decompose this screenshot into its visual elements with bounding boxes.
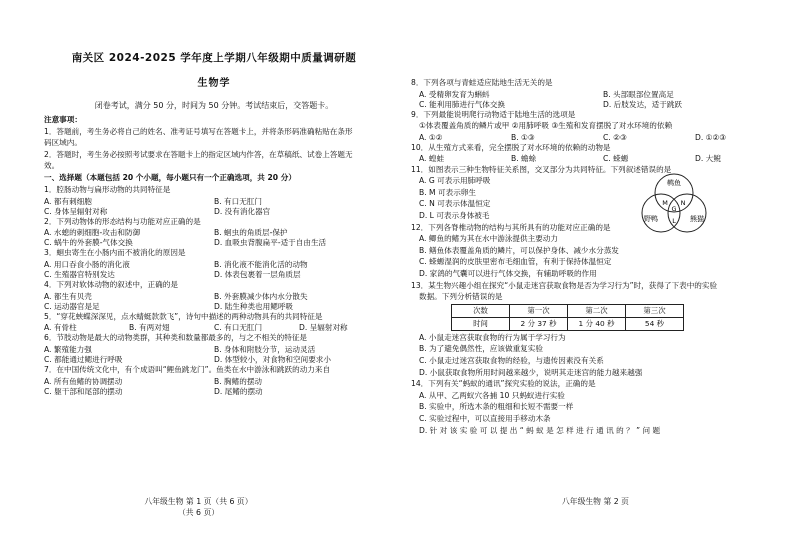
- table-cell: 次数: [452, 305, 510, 318]
- exam-subject: 生物学: [197, 78, 231, 89]
- option-b[interactable]: B. 身体和附肢分节，运动灵活: [214, 344, 316, 354]
- option-b[interactable]: B. 头部眼部位置高足: [603, 89, 674, 99]
- question-stem: 3．蛔虫寄生在小肠内而不被消化的原因是: [44, 248, 186, 258]
- option-a[interactable]: A. 繁殖能力强: [44, 344, 92, 354]
- table-cell: 第三次: [626, 305, 684, 318]
- option-d[interactable]: D. ①②③: [695, 132, 727, 142]
- exam-note: 闭卷考试，满分 50 分，时间为 50 分钟。考试结束后，交答题卡。: [94, 101, 334, 110]
- option-a[interactable]: A. 蝗蛙: [419, 154, 445, 164]
- question-stem: 5．“穿花蛱蝶深深见，点水蜻蜓款款飞”，诗句中描述的两种动物具有的共同特征是: [44, 311, 323, 321]
- option-a[interactable]: A. 所有鱼鳍的协调摆动: [44, 376, 123, 386]
- question-item: [44, 312, 384, 334]
- option-b[interactable]: B. ①③: [511, 132, 535, 142]
- question-item: [411, 164, 787, 225]
- question-stem: 7．在中国传统文化中，有个成语叫“鲤鱼跳龙门”。鱼类在水中游泳和跳跃的动力来自: [44, 364, 331, 374]
- option-c[interactable]: C. ②③: [603, 132, 627, 142]
- question-item: [44, 365, 384, 397]
- option-d[interactable]: D. 家鸽的气囊可以进行气体交换，有辅助呼吸的作用: [419, 268, 597, 278]
- question-stem: 9．下列最能说明爬行动物适于陆地生活的选项是: [411, 109, 576, 119]
- question-stem: 13．某生物兴趣小组在探究“小鼠走迷宫获取食物是否为学习行为”时，获得了下表中的实验: [411, 280, 718, 290]
- option-c[interactable]: C. 有口无肛门: [214, 323, 263, 333]
- question-item: [411, 223, 787, 279]
- option-b[interactable]: B. 外套膜减少体内水分散失: [214, 291, 308, 301]
- question-stem: 4．下列对软体动物的叙述中，正确的是: [44, 279, 178, 289]
- venn-label-l: L: [672, 216, 676, 225]
- notice-2a: 2．答题时，考生务必按照考试要求在答题卡上的指定区域内作答，在草稿纸、试卷上答题无: [44, 149, 353, 159]
- option-c[interactable]: C. 实验过程中，可以直接用手移动木条: [419, 414, 551, 424]
- notice-title: 注意事项：: [44, 115, 82, 124]
- question-stem: 1．腔肠动物与扁形动物的共同特征是: [44, 185, 171, 195]
- option-b[interactable]: B. M 可表示卵生: [419, 187, 476, 197]
- option-a[interactable]: A. 水螅的刺细胞-攻击和防御: [44, 228, 141, 238]
- option-c[interactable]: C. 能利用肺进行气体交换: [419, 99, 506, 109]
- question-stem: 14．下列有关“蚂蚁的通讯”探究实验的说法，正确的是: [411, 379, 596, 389]
- question-item: [411, 379, 787, 435]
- table-cell: 54 秒: [626, 317, 684, 330]
- notice-1a: 1．答题前，考生务必将自己的姓名、准考证号填写在答题卡上，并将条形码准确粘贴在条形: [44, 126, 353, 136]
- option-a[interactable]: A. 从甲、乙两蚁穴各捕 10 只蚂蚁进行实验: [419, 390, 565, 400]
- option-d[interactable]: D. 针 对 该 实 验 可 以 提 出 “ 蚂 蚁 是 怎 样 进 行 通 讯 的 ？ ” 问 题: [419, 425, 661, 435]
- question-item: [411, 110, 787, 143]
- option-a[interactable]: A. 都有刺细胞: [44, 196, 92, 206]
- option-d[interactable]: D. 陆生种类也用鳃呼吸: [214, 301, 294, 311]
- venn-diagram: [629, 171, 719, 237]
- venn-label-right: 熊猫: [690, 214, 704, 223]
- option-d[interactable]: D. 体表包裹着一层角质层: [214, 269, 301, 279]
- table-cell: 时间: [452, 317, 510, 330]
- option-b[interactable]: B. 蛔虫的角质层-保护: [214, 228, 288, 238]
- table-cell: 第一次: [510, 305, 568, 318]
- question-item: [411, 143, 787, 165]
- option-d[interactable]: D. L 可表示身体被毛: [419, 210, 490, 220]
- option-c[interactable]: C. 蝾螈湿润的皮肤里密布毛细血管，有利于保持体温恒定: [419, 257, 612, 267]
- option-b[interactable]: B. 胸鳍的摆动: [214, 376, 263, 386]
- option-a[interactable]: A. 都生有贝壳: [44, 291, 92, 301]
- question-item: [44, 217, 384, 249]
- question-stem: 12．下列各脊椎动物的结构与其所具有的功能对应正确的是: [411, 222, 611, 232]
- option-b[interactable]: B. 有两对翅: [129, 323, 170, 333]
- option-b[interactable]: B. 蟾蜍: [511, 154, 537, 164]
- option-c[interactable]: C. 躯干部和尾部的摆动: [44, 386, 123, 396]
- option-c[interactable]: C. N 可表示体温恒定: [419, 199, 491, 209]
- question-item: [411, 78, 787, 110]
- option-c[interactable]: C. 小鼠走过迷宫获取食物的经验，与遗传因素没有关系: [419, 355, 604, 365]
- venn-circle-left: [642, 194, 680, 232]
- venn-label-g: G: [671, 204, 677, 213]
- option-c[interactable]: C. 蝾螈: [603, 154, 629, 164]
- table-cell: 1 分 40 秒: [568, 317, 626, 330]
- venn-circle-right: [668, 194, 706, 232]
- option-d[interactable]: D. 体型较小，对食物和空间要求小: [214, 354, 331, 364]
- option-b[interactable]: B. 消化液不能消化活的动物: [214, 259, 308, 269]
- question-stem: 8．下列各项与青蛙适应陆地生活无关的是: [411, 78, 553, 87]
- question-stem: 6．节肢动物是最大的动物类群，其种类和数量都最多的，与之不相关的特征是: [44, 333, 308, 343]
- question-stem: 2．下列动物体的形态结构与功能对应正确的是: [44, 216, 201, 226]
- option-a[interactable]: A. G 可表示用肺呼吸: [419, 176, 491, 186]
- venn-label-top: 鹌鱼: [667, 178, 681, 187]
- exam-title: 南关区 2024-2025 学年度上学期八年级期中质量调研题: [71, 52, 357, 64]
- left-footer-total: （共 6 页）: [177, 508, 220, 517]
- option-d[interactable]: D. 大鲵: [695, 154, 721, 164]
- option-a[interactable]: A. 用口吞食小肠的消化液: [44, 259, 130, 269]
- venn-label-m: M: [662, 198, 668, 207]
- question-stem-cont: 数据。下列分析错误的是: [419, 292, 503, 302]
- option-d[interactable]: D. 小鼠获取食物所用时间越来越少，说明其走迷宫的能力越来越强: [419, 367, 643, 377]
- table-cell: 第二次: [568, 305, 626, 318]
- question-stem: 10．从生殖方式来看，完全摆脱了对水环境的依赖的动物是: [411, 142, 611, 152]
- table-cell: 2 分 37 秒: [510, 317, 568, 330]
- option-d[interactable]: D. 尾鳍的摆动: [214, 386, 263, 396]
- option-c[interactable]: C. 蜗牛的外套膜-气体交换: [44, 238, 133, 248]
- option-a[interactable]: A. 有骨柱: [44, 323, 77, 333]
- section-title: 一、选择题（本题包括 20 个小题，每小题只有一个正确选项，共 20 分）: [44, 173, 296, 183]
- left-body: [44, 115, 384, 397]
- option-c[interactable]: C. 都能通过鳃进行呼吸: [44, 354, 123, 364]
- option-a[interactable]: A. 鲫鱼的鳍为其在水中游泳提供主要动力: [419, 234, 558, 244]
- question-options-text: ①体表覆盖角质的鳞片或甲 ②用肺呼吸 ③生殖和发育摆脱了对水环境的依赖: [419, 121, 673, 131]
- option-d[interactable]: D. 后肢发达，适于跳跃: [603, 99, 683, 109]
- question-item: [44, 333, 384, 365]
- option-d[interactable]: D. 血吸虫背腹扁平-适于自由生活: [214, 238, 327, 248]
- question-item: [44, 185, 384, 217]
- table-row: [452, 317, 684, 330]
- left-question-list: [44, 185, 384, 396]
- notice-2b: 效。: [44, 161, 60, 171]
- question-item: [411, 281, 787, 378]
- venn-label-n: N: [680, 198, 686, 207]
- option-c[interactable]: C. 生殖器官特别发达: [44, 269, 115, 279]
- right-footer: 八年级生物 第 2 页: [562, 497, 629, 506]
- question-item: [44, 248, 384, 280]
- option-c[interactable]: C. 身体呈辐射对称: [44, 206, 108, 216]
- notice-1b: 码区域内。: [44, 138, 82, 148]
- option-d[interactable]: D. 没有消化器官: [214, 206, 271, 216]
- option-b[interactable]: B. 有口无肛门: [214, 196, 263, 206]
- question-stem: 11．如图表示三种生物特征关系图，交叉部分为共同特征。下列叙述错误的是: [411, 164, 672, 174]
- option-b[interactable]: B. 为了避免偶然性，应该做重复实验: [419, 344, 543, 354]
- option-d[interactable]: D. 呈辐射对称: [299, 323, 348, 333]
- left-footer: 八年级生物 第 1 页（共 6 页）: [144, 497, 253, 506]
- question-item: [44, 280, 384, 312]
- page-right: [397, 0, 794, 541]
- venn-label-left: 野鸭: [644, 214, 658, 223]
- option-a[interactable]: A. 受精卵发育为蝌蚪: [419, 89, 490, 99]
- table-row: [452, 305, 684, 318]
- data-table: [451, 304, 684, 331]
- option-a[interactable]: A. 小鼠走迷宫获取食物的行为属于学习行为: [419, 332, 566, 342]
- option-b[interactable]: B. 实验中，所选木条的粗细和长短不需要一样: [419, 402, 574, 412]
- option-a[interactable]: A. ①②: [419, 132, 443, 142]
- option-c[interactable]: C. 运动器官是足: [44, 301, 100, 311]
- option-b[interactable]: B. 鳝鱼体表覆盖角质的鳞片，可以保护身体、减少水分蒸发: [419, 245, 619, 255]
- right-body: [411, 78, 787, 437]
